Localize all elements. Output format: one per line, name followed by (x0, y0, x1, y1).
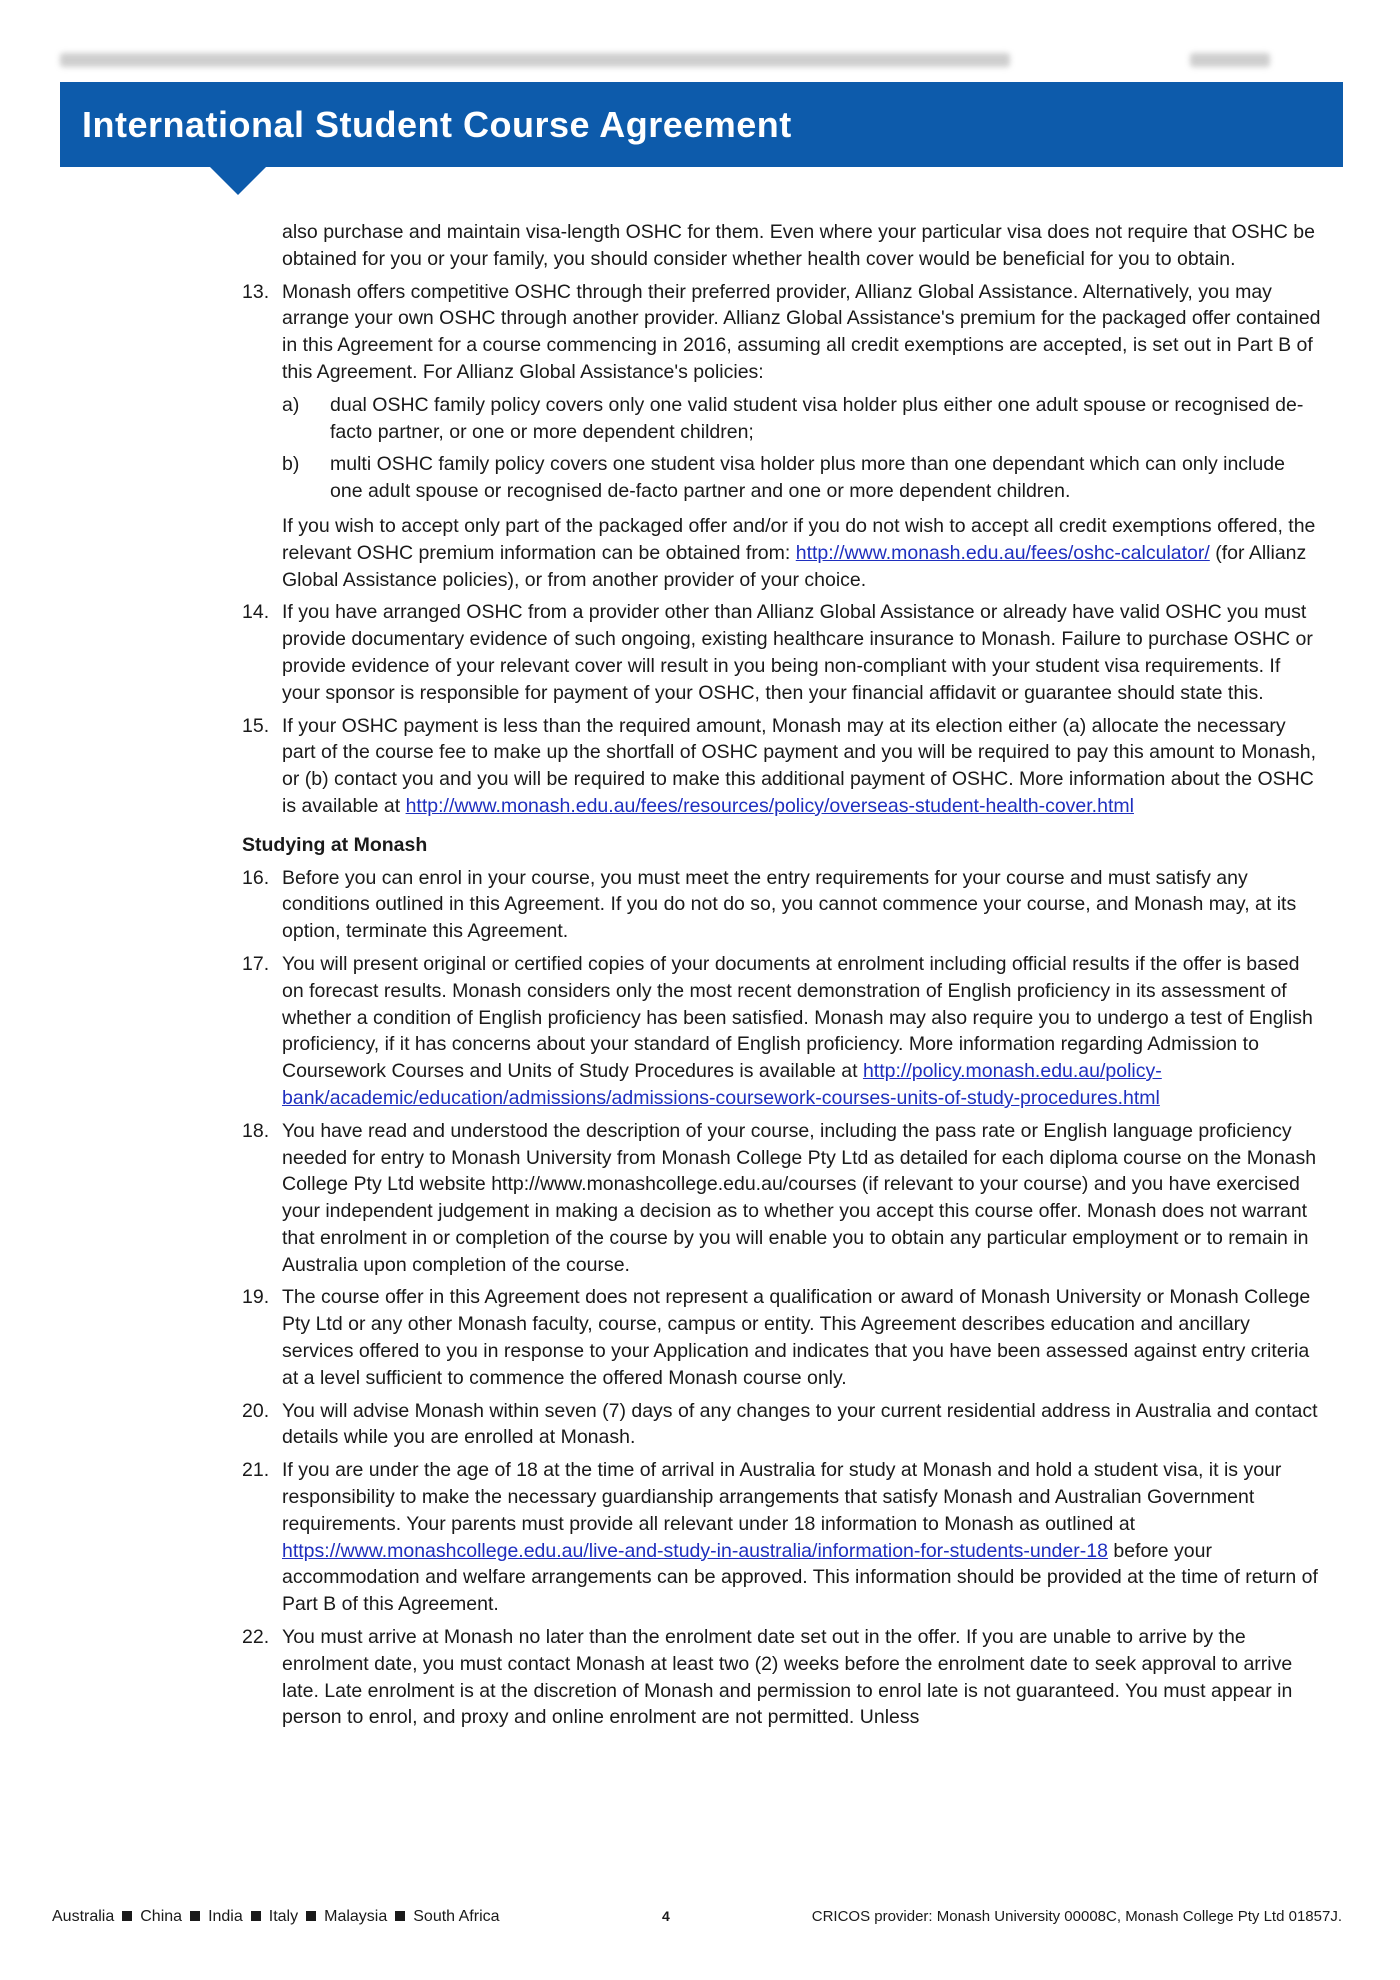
location-australia: Australia (52, 1908, 115, 1925)
square-bullet-icon (251, 1911, 261, 1921)
sub-clause-text: multi OSHC family policy covers one student visa holder plus more than one dependant which can only include one adult spouse or recognised de-facto partner and one or more dependent children. (330, 453, 1285, 503)
clause-13-followup (282, 513, 1322, 593)
clause-18 (242, 1118, 1322, 1279)
clause-17 (242, 951, 1322, 1112)
clause-text: You will advise Monash within seven (7) days of any changes to your current residential address in Australia and contact details while you are enrolled at Monash. (282, 1399, 1318, 1449)
clause-text: You will present original or certified copies of your documents at enrolment including official results if the offer is based on forecast results. Monash considers only the most recent demonstration of English proficiency in its assessment of whether a condition of English proficiency has been satisfied. Monash may also require you to undergo a test of English proficiency, if it has concerns about your standard of English proficiency. More information regarding Admission to Coursework Courses and Units of Study Procedures is available at (282, 952, 1313, 1083)
clause-number: 18. (242, 1119, 270, 1142)
followup-text: If you wish to accept only part of the packaged offer and/or if you do not wish to accept all credit exemptions offered, the relevant OSHC premium information can be obtained from: (282, 514, 1316, 564)
clause-text: You must arrive at Monash no later than the enrolment date set out in the offer. If you are unable to arrive by the enrolment date, you must contact Monash at least two (2) weeks before the enrolment date to seek approval to arrive late. Late enrolment is at the discretion of Monash and permission to enrol late is not guaranteed. You must appear in person to enrol, and proxy and online enrolment are not permitted. Unless (282, 1626, 1293, 1729)
square-bullet-icon (122, 1911, 132, 1921)
sub-clause-letter: b) (282, 453, 300, 476)
redacted-text-left (60, 53, 1010, 67)
location-south-africa: South Africa (413, 1908, 500, 1925)
clause-number: 16. (242, 866, 270, 889)
clause-text-end: before your accommodation and welfare arrangements can be approved. This information should be provided at the time of return of Part B of this Agreement. (282, 1539, 1318, 1616)
oshc-calculator-link[interactable]: http://www.monash.edu.au/fees/oshc-calculator/ (795, 541, 1210, 564)
page-title: International Student Course Agreement (82, 104, 792, 145)
clause-number: 20. (242, 1399, 270, 1422)
clause-text: You have read and understood the description of your course, including the pass rate or English language proficiency needed for entry to Monash University from Monash College Pty Ltd as detailed for each diploma course on the Monash College Pty Ltd website http://www.monashcollege.edu.au/courses (if relevant to your course) and you have exercised your independent judgement in making a decision as to whether you accept this course offer. Monash does not warrant that enrolment in or completion of the course by you will enable you to obtain any particular employment or to remain in Australia upon completion of the course. (282, 1119, 1317, 1276)
clause-text: Monash offers competitive OSHC through their preferred provider, Allianz Global Assistance. Alternatively, you may arrange your own OSHC through another provider. Allianz Global Assistance's premium for the packaged offer contained in this Agreement for a course commencing in 2016, assuming all credit exemptions are accepted, is set out in Part B of this Agreement. For Allianz Global Assistance's policies: (282, 280, 1321, 383)
clause-number: 14. (242, 601, 270, 624)
sub-clause-text: dual OSHC family policy covers only one valid student visa holder plus either one adult spouse or recognised de-facto partner, or one or more dependent children; (330, 393, 1304, 443)
location-india: India (208, 1908, 243, 1925)
redacted-header-line (60, 50, 1270, 70)
square-bullet-icon (395, 1911, 405, 1921)
clause-number: 13. (242, 280, 270, 303)
clause-text: The course offer in this Agreement does not represent a qualification or award of Monash University or Monash College Pty Ltd or any other Monash faculty, course, campus or entity. This Agreement describes education and ancillary services offered to you in response to your Application and indicates that you have been assessed against entry criteria at a level sufficient to commence the offered Monash course only. (282, 1286, 1311, 1389)
clause-20 (242, 1398, 1322, 1452)
footer-locations (52, 1908, 500, 1926)
section-heading: Studying at Monash (242, 833, 428, 856)
sub-clause-a (282, 392, 1322, 446)
clause-number: 15. (242, 714, 270, 737)
cricos-notice: CRICOS provider: Monash University 00008C, Monash College Pty Ltd 01857J. (811, 1908, 1342, 1925)
sub-clause-b (282, 451, 1322, 505)
paragraph-12-continued: also purchase and maintain visa-length OSHC for them. Even where your particular visa does not require that OSHC be obtained for you or your family, you should consider whether health cover would be beneficial for you to obtain. (282, 221, 1315, 270)
banner-notch (210, 167, 266, 195)
clause-19 (242, 1284, 1322, 1391)
page-footer (52, 1908, 1342, 1930)
admissions-policy-link[interactable]: http://policy.monash.edu.au/policy-bank/academic/education/admissions/admissions-coursework-courses-units-of-study-procedures.html (282, 1060, 1162, 1109)
clause-22 (242, 1624, 1322, 1731)
clause-number: 17. (242, 952, 270, 975)
clause-number: 19. (242, 1286, 270, 1309)
clause-15 (242, 713, 1322, 820)
location-italy: Italy (268, 1908, 299, 1925)
clause-text: If you are under the age of 18 at the time of arrival in Australia for study at Monash and hold a student visa, it is your responsibility to make the necessary guardianship arrangements that satisfy Monash and Australian Government requirements. Your parents must provide all relevant under 18 information to Monash as outlined at (282, 1459, 1282, 1535)
under-18-info-link[interactable]: https://www.monashcollege.edu.au/live-and-study-in-australia/information-for-students-under-18 (282, 1539, 1108, 1562)
followup-text-end: (for Allianz Global Assistance policies), or from another provider of your choice. (282, 541, 1307, 591)
square-bullet-icon (306, 1911, 316, 1921)
clause-16 (242, 865, 1322, 945)
clause-number: 22. (242, 1626, 270, 1649)
oshc-policy-link[interactable]: http://www.monash.edu.au/fees/resources/policy/overseas-student-health-cover.html (405, 794, 1134, 817)
clause-text: If your OSHC payment is less than the required amount, Monash may at its election either (a) allocate the necessary part of the course fee to make up the shortfall of OSHC payment and you will be required to pay this amount to Monash, or (b) contact you and you will be required to make this additional payment of OSHC. More information about the OSHC is available at (282, 714, 1317, 817)
clause-14 (242, 599, 1322, 706)
title-banner (60, 82, 1343, 167)
agreement-body (242, 219, 1322, 1737)
clause-text: Before you can enrol in your course, you must meet the entry requirements for your course and must satisfy any conditions outlined in this Agreement. If you do not do so, you cannot commence your course, and Monash may, at its option, terminate this Agreement. (282, 866, 1297, 943)
clause-text: If you have arranged OSHC from a provider other than Allianz Global Assistance or already have valid OSHC you must provide documentary evidence of such ongoing, existing healthcare insurance to Monash. Failure to purchase OSHC or provide evidence of your relevant cover will result in you being non-compliant with your student visa requirements. If your sponsor is responsible for payment of your OSHC, then your financial affidavit or guarantee should state this. (282, 601, 1313, 704)
sub-clause-letter: a) (282, 393, 300, 416)
location-china: China (140, 1908, 183, 1925)
clause-number: 21. (242, 1459, 270, 1482)
redacted-text-right (1190, 53, 1270, 67)
page-number: 4 (662, 1908, 670, 1924)
clause-21 (242, 1457, 1322, 1618)
square-bullet-icon (190, 1911, 200, 1921)
clause-13 (242, 279, 1322, 594)
location-malaysia: Malaysia (324, 1908, 388, 1925)
